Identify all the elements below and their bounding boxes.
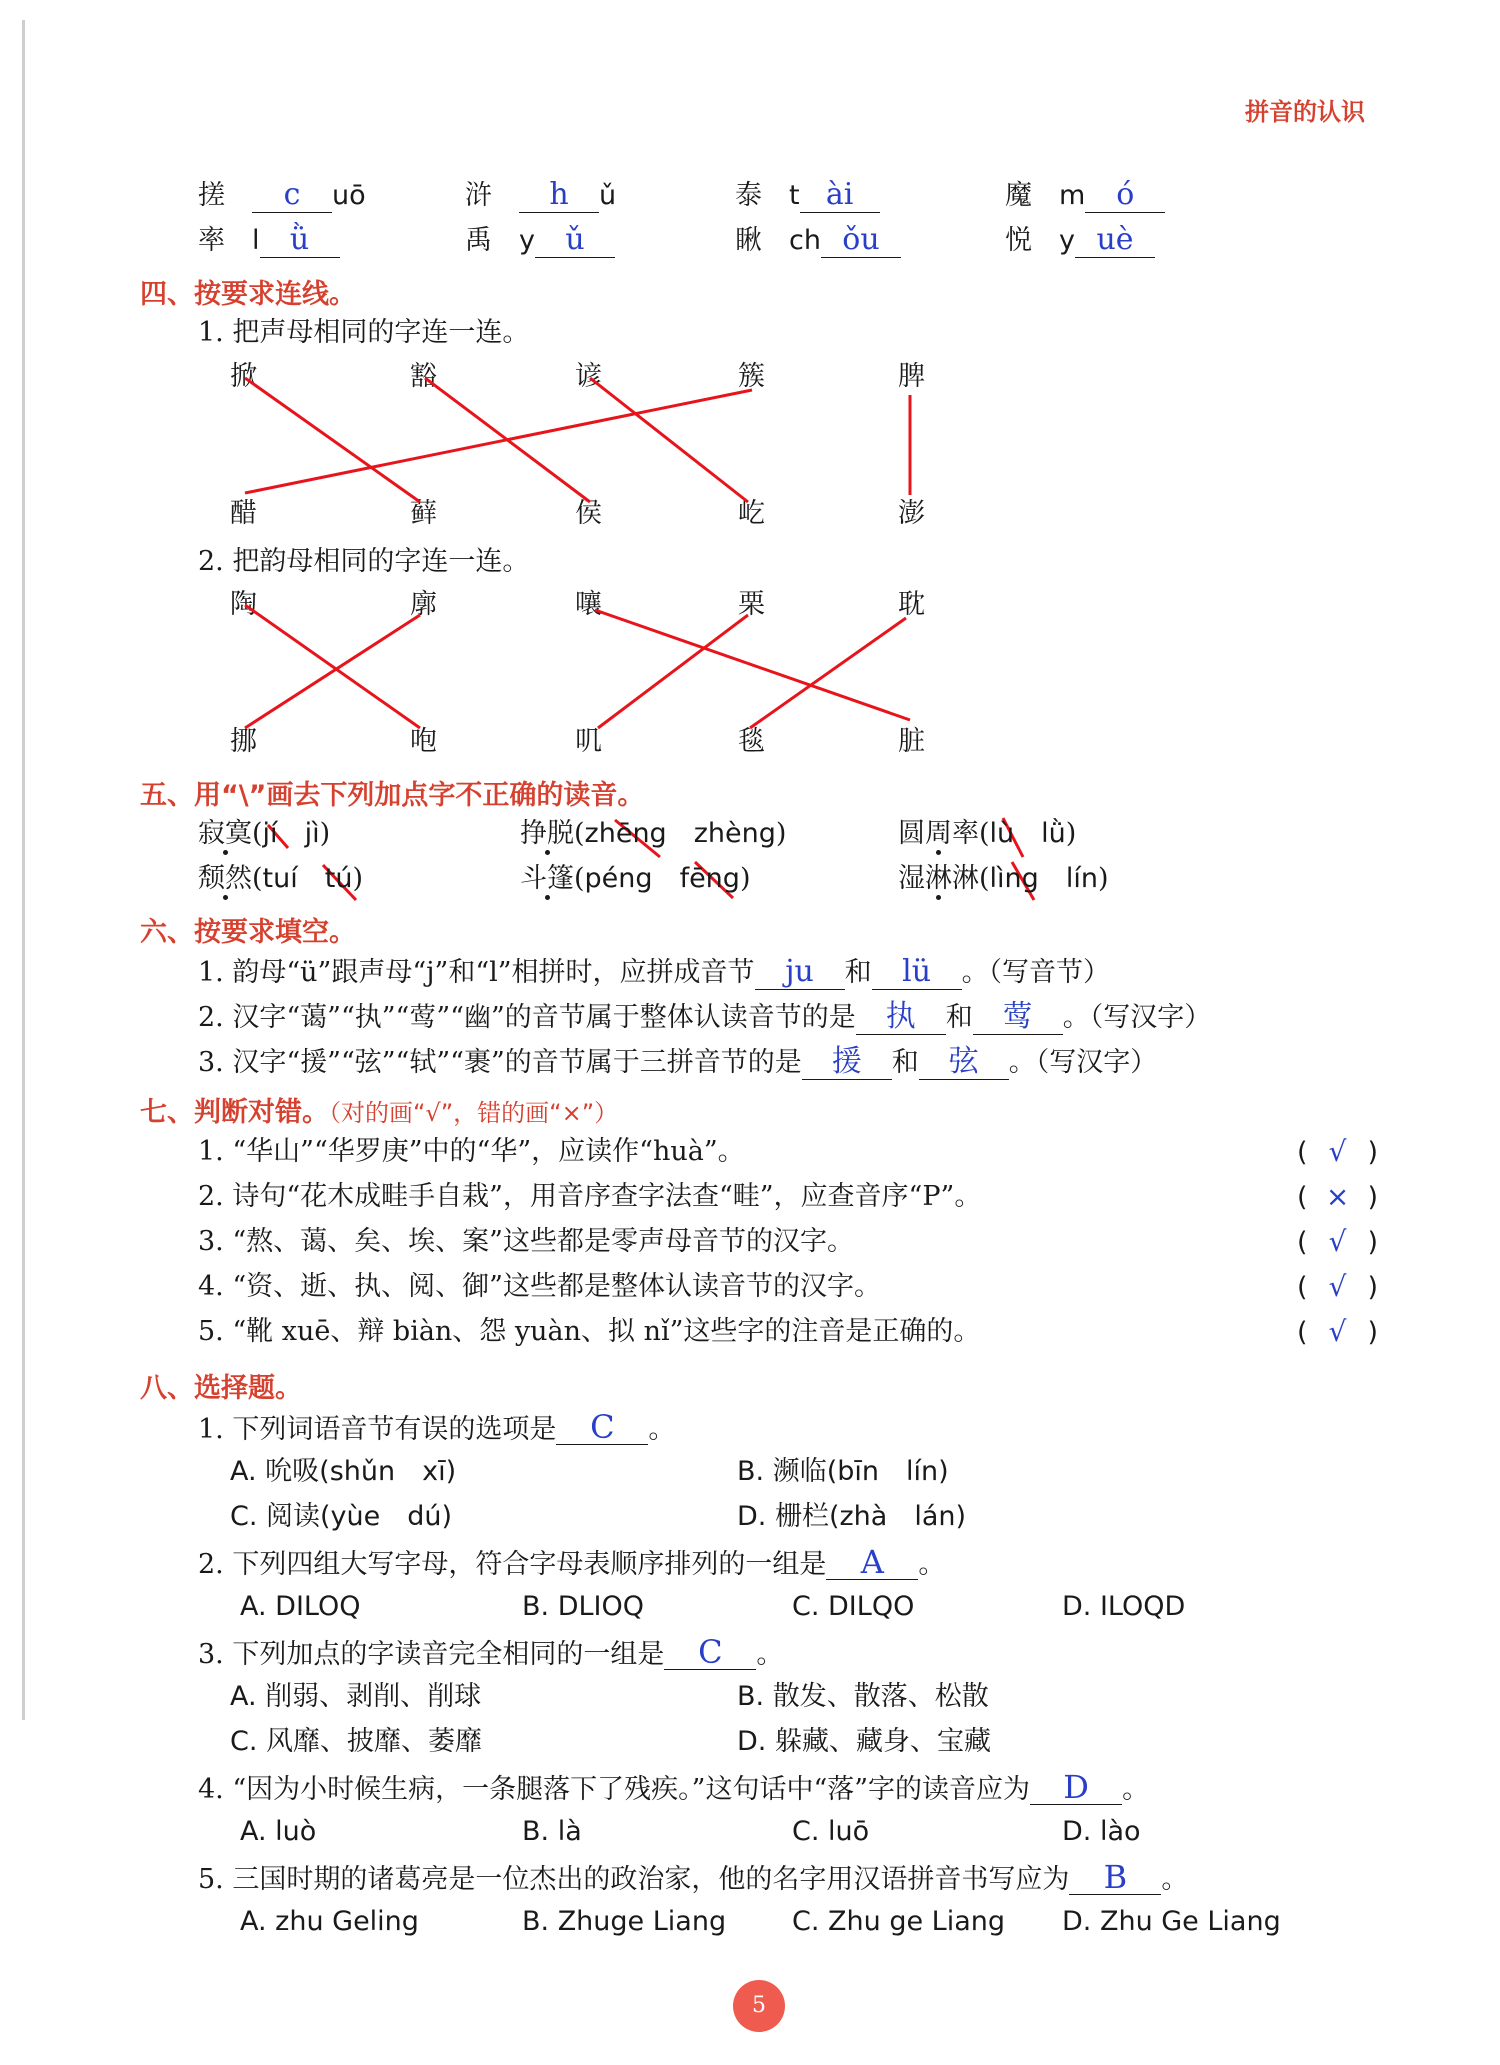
match-char: 藓 xyxy=(410,498,437,529)
choice-answer: A xyxy=(826,1545,918,1580)
fill-char: 搓 xyxy=(198,180,225,211)
fill-question-text: 2. 汉字“蔼”“执”“莺”“幽”的音节属于整体认读音节的是 xyxy=(198,1002,856,1033)
choice-stem: 2. 下列四组大写字母，符合字母表顺序排列的一组是 xyxy=(198,1549,827,1580)
reading-option-2: zhèng xyxy=(693,818,776,849)
reading-word: 斗篷 xyxy=(520,863,574,894)
fill-char: 魔 xyxy=(1005,180,1032,211)
fill-post: uō xyxy=(332,180,366,211)
fill-answer: c xyxy=(252,178,332,213)
choice-option: B. là xyxy=(522,1816,582,1847)
fill-answer: ǔ xyxy=(535,223,615,258)
match-char: 嚷 xyxy=(575,589,602,620)
match-char: 醋 xyxy=(230,498,257,529)
judge-mark: √ xyxy=(1328,1270,1347,1303)
fill-char: 泰 xyxy=(735,180,762,211)
match-char: 脾 xyxy=(898,361,925,392)
judge-item: 3. “熬、蔼、矣、埃、案”这些都是零声母音节的汉字。 xyxy=(198,1226,854,1257)
sec7-title xyxy=(140,1090,618,1129)
judge-mark: √ xyxy=(1328,1225,1347,1258)
match-char: 毯 xyxy=(738,726,765,757)
choice-option: A. DILOQ xyxy=(240,1591,361,1622)
fill-char: 浒 xyxy=(465,180,492,211)
match-char: 耽 xyxy=(898,589,925,620)
fill-answer: uè xyxy=(1075,223,1155,258)
match-char: 簇 xyxy=(738,361,765,392)
judge-answer-box: ( √ ) xyxy=(1297,1315,1379,1348)
choice-question: 1. 下列词语音节有误的选项是 C 。 xyxy=(198,1408,676,1446)
fill-question-text: 1. 韵母“ü”跟声母“j”和“l”相拼时，应拼成音节 xyxy=(198,957,755,988)
fill-question-end: 。（写汉字） xyxy=(1062,1002,1212,1033)
match-line xyxy=(245,378,420,502)
choice-stem: 1. 下列词语音节有误的选项是 xyxy=(198,1414,557,1445)
choice-option: A. zhu Geling xyxy=(240,1906,419,1937)
match-char: 屹 xyxy=(738,498,765,529)
match-char: 侯 xyxy=(575,498,602,529)
fill-answer-2: lü xyxy=(872,955,962,990)
reading-word: 圆周率 xyxy=(898,818,979,849)
fill-connector: 和 xyxy=(844,957,872,988)
fill-pre: y xyxy=(1059,225,1075,256)
sec7-note: （对的画“√”，错的画“×”） xyxy=(329,1099,619,1127)
judge-answer-box: ( √ ) xyxy=(1297,1135,1379,1168)
choice-answer: D xyxy=(1030,1770,1122,1805)
fill-answer: ǒu xyxy=(821,223,901,258)
fill-pre: l xyxy=(252,225,260,256)
match-char: 掀 xyxy=(230,361,257,392)
choice-option: C. luō xyxy=(792,1816,870,1847)
fill-pre: m xyxy=(1059,180,1086,211)
fill-question-end: 。（写音节） xyxy=(961,957,1111,988)
choice-question: 3. 下列加点的字读音完全相同的一组是 C 。 xyxy=(198,1633,784,1671)
fill-answer: ǜ xyxy=(260,223,340,258)
fill-answer-1: 援 xyxy=(802,1045,892,1080)
reading-item: 挣脱(zhēng zhèng) xyxy=(520,818,787,849)
choice-option: D. Zhu Ge Liang xyxy=(1062,1906,1281,1937)
match-char: 叽 xyxy=(575,726,602,757)
choice-option: A. 吮吸(shǔn xī) xyxy=(230,1456,457,1487)
fill-answer: h xyxy=(519,178,599,213)
fill-question xyxy=(198,955,1110,990)
judge-item: 5. “靴 xuē、辩 biàn、怨 yuàn、拟 nǐ”这些字的注音是正确的。 xyxy=(198,1316,981,1347)
match-char: 陶 xyxy=(230,589,257,620)
fill-question-end: 。（写汉字） xyxy=(1008,1047,1158,1078)
fill-question xyxy=(198,1045,1157,1080)
match-char: 脏 xyxy=(898,726,925,757)
match-char: 廓 xyxy=(410,589,437,620)
reading-option-2: jì xyxy=(304,818,320,849)
choice-option: B. 濒临(bīn lín) xyxy=(737,1456,949,1487)
section-header-title: 拼音的认识 xyxy=(1245,98,1365,126)
match-char: 谚 xyxy=(575,361,602,392)
fill-char: 禹 xyxy=(465,225,492,256)
judge-item: 2. 诗句“花木成畦手自栽”，用音序查字法查“畦”，应查音序“P”。 xyxy=(198,1181,982,1212)
sec4-q1: 1. 把声母相同的字连一连。 xyxy=(198,317,530,348)
fill-connector: 和 xyxy=(891,1047,919,1078)
choice-option: C. 阅读(yùe dú) xyxy=(230,1501,453,1532)
fill-pre: t xyxy=(789,180,800,211)
choice-question: 5. 三国时期的诸葛亮是一位杰出的政治家，他的名字用汉语拼音书写应为 B 。 xyxy=(198,1858,1189,1896)
choice-stem: 4. “因为小时候生病，一条腿落下了残疾。”这句话中“落”字的读音应为 xyxy=(198,1774,1031,1805)
fill-pre: y xyxy=(519,225,535,256)
reading-option-1: lù xyxy=(989,818,1015,849)
choice-stem: 5. 三国时期的诸葛亮是一位杰出的政治家，他的名字用汉语拼音书写应为 xyxy=(198,1864,1070,1895)
fill-answer: ó xyxy=(1085,178,1165,213)
reading-option-1: tuí xyxy=(262,863,298,894)
match-char: 栗 xyxy=(738,589,765,620)
choice-question: 2. 下列四组大写字母，符合字母表顺序排列的一组是 A 。 xyxy=(198,1543,946,1581)
reading-option-2: tú xyxy=(324,863,353,894)
choice-option: A. 削弱、剥削、削球 xyxy=(230,1681,482,1712)
reading-option-1: zhēng xyxy=(584,818,667,849)
judge-answer-box: ( × ) xyxy=(1297,1180,1379,1213)
match-char: 澎 xyxy=(898,498,925,529)
reading-option-1: péng xyxy=(584,863,653,894)
judge-item: 1. “华山”“华罗庚”中的“华”，应读作“huà”。 xyxy=(198,1136,745,1167)
match-line xyxy=(598,615,748,728)
choice-option: D. 栅栏(zhà lán) xyxy=(737,1501,967,1532)
choice-option: D. lào xyxy=(1062,1816,1141,1847)
reading-word: 寂寞 xyxy=(198,818,252,849)
choice-option: C. 风靡、披靡、萎靡 xyxy=(230,1726,483,1757)
reading-option-2: lǜ xyxy=(1041,818,1066,849)
match-char: 挪 xyxy=(230,726,257,757)
reading-item: 斗篷(péng fēng) xyxy=(520,863,751,894)
choice-option: B. Zhuge Liang xyxy=(522,1906,727,1937)
page-number: 5 xyxy=(733,1980,785,2032)
choice-option: D. 躲藏、藏身、宝藏 xyxy=(737,1726,991,1757)
sec7-title-text: 七、判断对错。 xyxy=(140,1097,329,1128)
fill-answer-1: ju xyxy=(755,955,845,990)
fill-pre: ch xyxy=(789,225,821,256)
reading-word: 挣脱 xyxy=(520,818,574,849)
fill-answer-2: 莺 xyxy=(973,1000,1063,1035)
reading-option-2: lín xyxy=(1065,863,1098,894)
reading-option-1: lìng xyxy=(989,863,1039,894)
choice-answer: B xyxy=(1069,1860,1161,1895)
judge-answer-box: ( √ ) xyxy=(1297,1270,1379,1303)
match-line xyxy=(245,390,752,493)
judge-mark: √ xyxy=(1328,1135,1347,1168)
judge-mark: √ xyxy=(1328,1315,1347,1348)
reading-option-1: jí xyxy=(262,818,278,849)
sec6-title: 六、按要求填空。 xyxy=(140,917,356,948)
choice-answer: C xyxy=(664,1635,756,1670)
sec5-title: 五、用“\”画去下列加点字不正确的读音。 xyxy=(140,780,645,811)
match-char: 豁 xyxy=(410,361,437,392)
reading-word: 颓然 xyxy=(198,863,252,894)
fill-post: ǔ xyxy=(599,180,617,211)
choice-option: C. Zhu ge Liang xyxy=(792,1906,1005,1937)
choice-option: A. luò xyxy=(240,1816,317,1847)
match-char: 咆 xyxy=(410,726,437,757)
fill-char: 瞅 xyxy=(735,225,762,256)
reading-item: 湿淋淋(lìng lín) xyxy=(898,863,1109,894)
judge-answer-box: ( √ ) xyxy=(1297,1225,1379,1258)
fill-char: 率 xyxy=(198,225,225,256)
choice-option: B. 散发、散落、松散 xyxy=(737,1681,989,1712)
match-line xyxy=(595,610,910,720)
reading-item: 圆周率(lù lǜ) xyxy=(898,818,1077,849)
reading-option-2: fēng xyxy=(679,863,740,894)
choice-option: C. DILQO xyxy=(792,1591,915,1622)
reading-word: 湿淋淋 xyxy=(898,863,979,894)
fill-answer-2: 弦 xyxy=(919,1045,1009,1080)
judge-item: 4. “资、逝、执、阅、御”这些都是整体认读音节的汉字。 xyxy=(198,1271,881,1302)
reading-item: 寂寞(jí jì) xyxy=(198,818,331,849)
judge-mark: × xyxy=(1325,1180,1350,1213)
choice-answer: C xyxy=(556,1410,648,1445)
fill-answer-1: 执 xyxy=(856,1000,946,1035)
reading-item: 颓然(tuí tú) xyxy=(198,863,363,894)
choice-stem: 3. 下列加点的字读音完全相同的一组是 xyxy=(198,1639,665,1670)
fill-question xyxy=(198,1000,1211,1035)
fill-answer: ài xyxy=(800,178,880,213)
fill-char: 悦 xyxy=(1005,225,1032,256)
choice-option: D. ILOQD xyxy=(1062,1591,1186,1622)
choice-option: B. DLIOQ xyxy=(522,1591,644,1622)
choice-question: 4. “因为小时候生病，一条腿落下了残疾。”这句话中“落”字的读音应为 D 。 xyxy=(198,1768,1150,1806)
fill-connector: 和 xyxy=(945,1002,973,1033)
sec8-title: 八、选择题。 xyxy=(140,1373,302,1404)
sec4-q2: 2. 把韵母相同的字连一连。 xyxy=(198,546,530,577)
sec4-title: 四、按要求连线。 xyxy=(140,279,356,310)
fill-question-text: 3. 汉字“援”“弦”“轼”“裹”的音节属于三拼音节的是 xyxy=(198,1047,802,1078)
